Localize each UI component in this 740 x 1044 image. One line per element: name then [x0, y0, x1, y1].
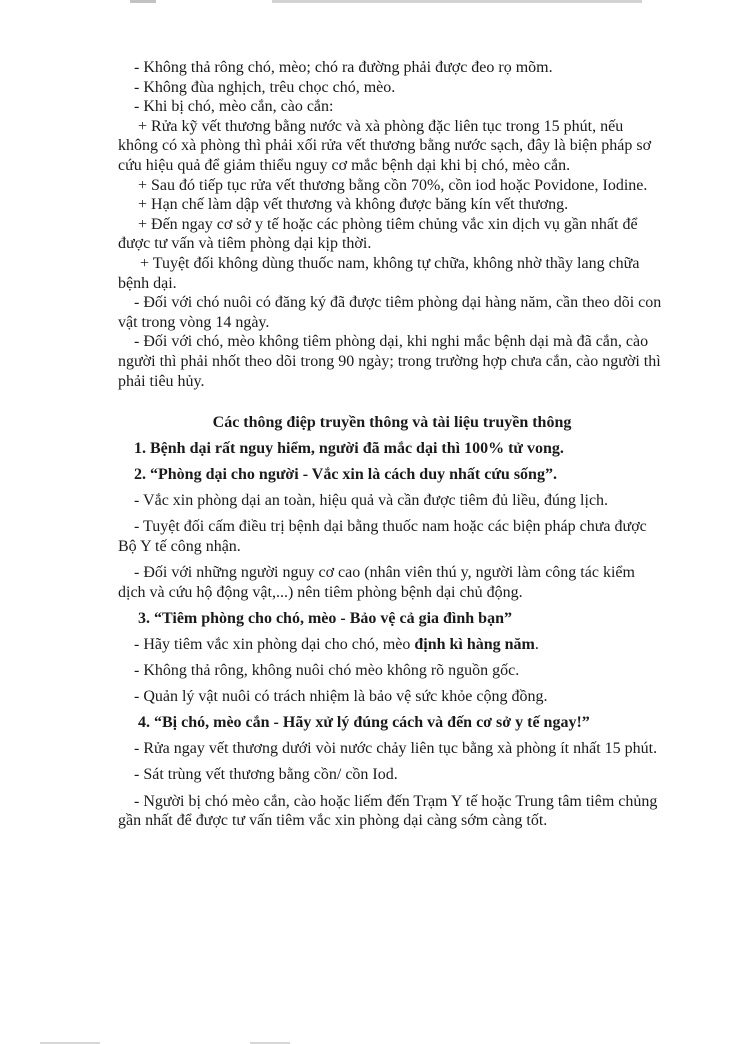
message-3-item-c: - Quản lý vật nuôi có trách nhiệm là bảo vệ sức khỏe cộng đồng. [134, 688, 548, 706]
message-2-item-a: - Vắc xin phòng dại an toàn, hiệu quả và cần được tiêm đủ liều, đúng lịch. [134, 492, 609, 510]
subbullet-no-bandage: + Hạn chế làm dập vết thương và không được băng kín vết thương. [138, 196, 569, 214]
message-1: 1. Bệnh dại rất nguy hiểm, người đã mắc dại thì 100% tử vong. [134, 440, 564, 458]
scan-mark-left [130, 0, 156, 3]
message-2-item-c: - Đối với những người nguy cơ cao (nhân viên thú y, người làm công tác kiểm dịch và cứu hộ động vật,...) nên tiêm phòng bệnh dại chủ động. [118, 564, 635, 601]
message-2: 2. “Phòng dại cho người - Vắc xin là cách duy nhất cứu sống”. [134, 466, 557, 484]
message-4: 4. “Bị chó, mèo cắn - Hãy xử lý đúng cách và đến cơ sở y tế ngay!” [138, 714, 590, 732]
subbullet-wash-wound: + Rửa kỹ vết thương bằng nước và xà phòng đặc liên tục trong 15 phút, nếu không có xà phòng thì phải xối rửa vết thương bằng nước sạch, đây là biện pháp sơ cứu hiệu quả để giảm thiểu nguy cơ mắc bệnh dại khi bị chó, mèo cắn. [118, 117, 652, 174]
scan-footer-artifact [0, 1038, 740, 1044]
bullet-unvaccinated: - Đối với chó, mèo không tiêm phòng dại, khi nghi mắc bệnh dại mà đã cắn, cào người thì phải nhốt theo dõi trong 90 ngày; trong trường hợp chưa cắn, cào người thì phải tiêu hủy. [118, 333, 661, 390]
bullet-no-free-roaming: - Không thả rông chó, mèo; chó ra đường phải được đeo rọ mõm. [134, 59, 553, 76]
bullet-registered-dogs: - Đối với chó nuôi có đăng ký đã được tiêm phòng dại hàng năm, cần theo dõi con vật trong vòng 14 ngày. [118, 294, 662, 331]
message-3-item-a [118, 635, 666, 655]
message-3-item-a-emphasis: định kì hàng năm [414, 635, 535, 653]
subbullet-go-to-clinic: + Đến ngay cơ sở y tế hoặc các phòng tiêm chủng vắc xin dịch vụ gần nhất để được tư vấn và tiêm phòng dại kịp thời. [118, 215, 638, 253]
message-3-item-b: - Không thả rông, không nuôi chó mèo không rõ nguồn gốc. [134, 662, 520, 680]
message-4-item-c: - Người bị chó mèo cắn, cào hoặc liếm đến Trạm Y tế hoặc Trung tâm tiêm chủng gần nhất để được tư vấn tiêm vắc xin phòng dại càng sớm càng tốt. [118, 792, 658, 830]
scan-mark-right [272, 0, 642, 3]
message-3-item-a-end: . [534, 635, 539, 653]
message-2-item-b: - Tuyệt đối cấm điều trị bệnh dại bằng thuốc nam hoặc các biện pháp chưa được Bộ Y tế công nhận. [118, 518, 647, 556]
subbullet-no-herbal: + Tuyệt đối không dùng thuốc nam, không tự chữa, không nhờ thầy lang chữa bệnh dại. [118, 254, 640, 292]
document-page [118, 58, 666, 831]
bullet-no-teasing: - Không đùa nghịch, trêu chọc chó, mèo. [134, 78, 396, 96]
bullet-when-bitten: - Khi bị chó, mèo cắn, cào cắn: [134, 98, 334, 116]
message-4-item-a: - Rửa ngay vết thương dưới vòi nước chảy liên tục bằng xà phòng ít nhất 15 phút. [134, 740, 658, 758]
message-4-item-b: - Sát trùng vết thương bằng cồn/ cồn Iod. [134, 766, 398, 784]
message-3: 3. “Tiêm phòng cho chó, mèo - Bảo vệ cả gia đình bạn” [138, 609, 512, 627]
subbullet-alcohol: + Sau đó tiếp tục rửa vết thương bằng cồn 70%, cồn iod hoặc Povidone, Iodine. [138, 176, 648, 194]
section-heading: Các thông điệp truyền thông và tài liệu truyền thông [212, 414, 572, 432]
message-3-item-a-text: - Hãy tiêm vắc xin phòng dại cho chó, mèo [134, 635, 415, 653]
scan-header-artifact [0, 0, 740, 8]
